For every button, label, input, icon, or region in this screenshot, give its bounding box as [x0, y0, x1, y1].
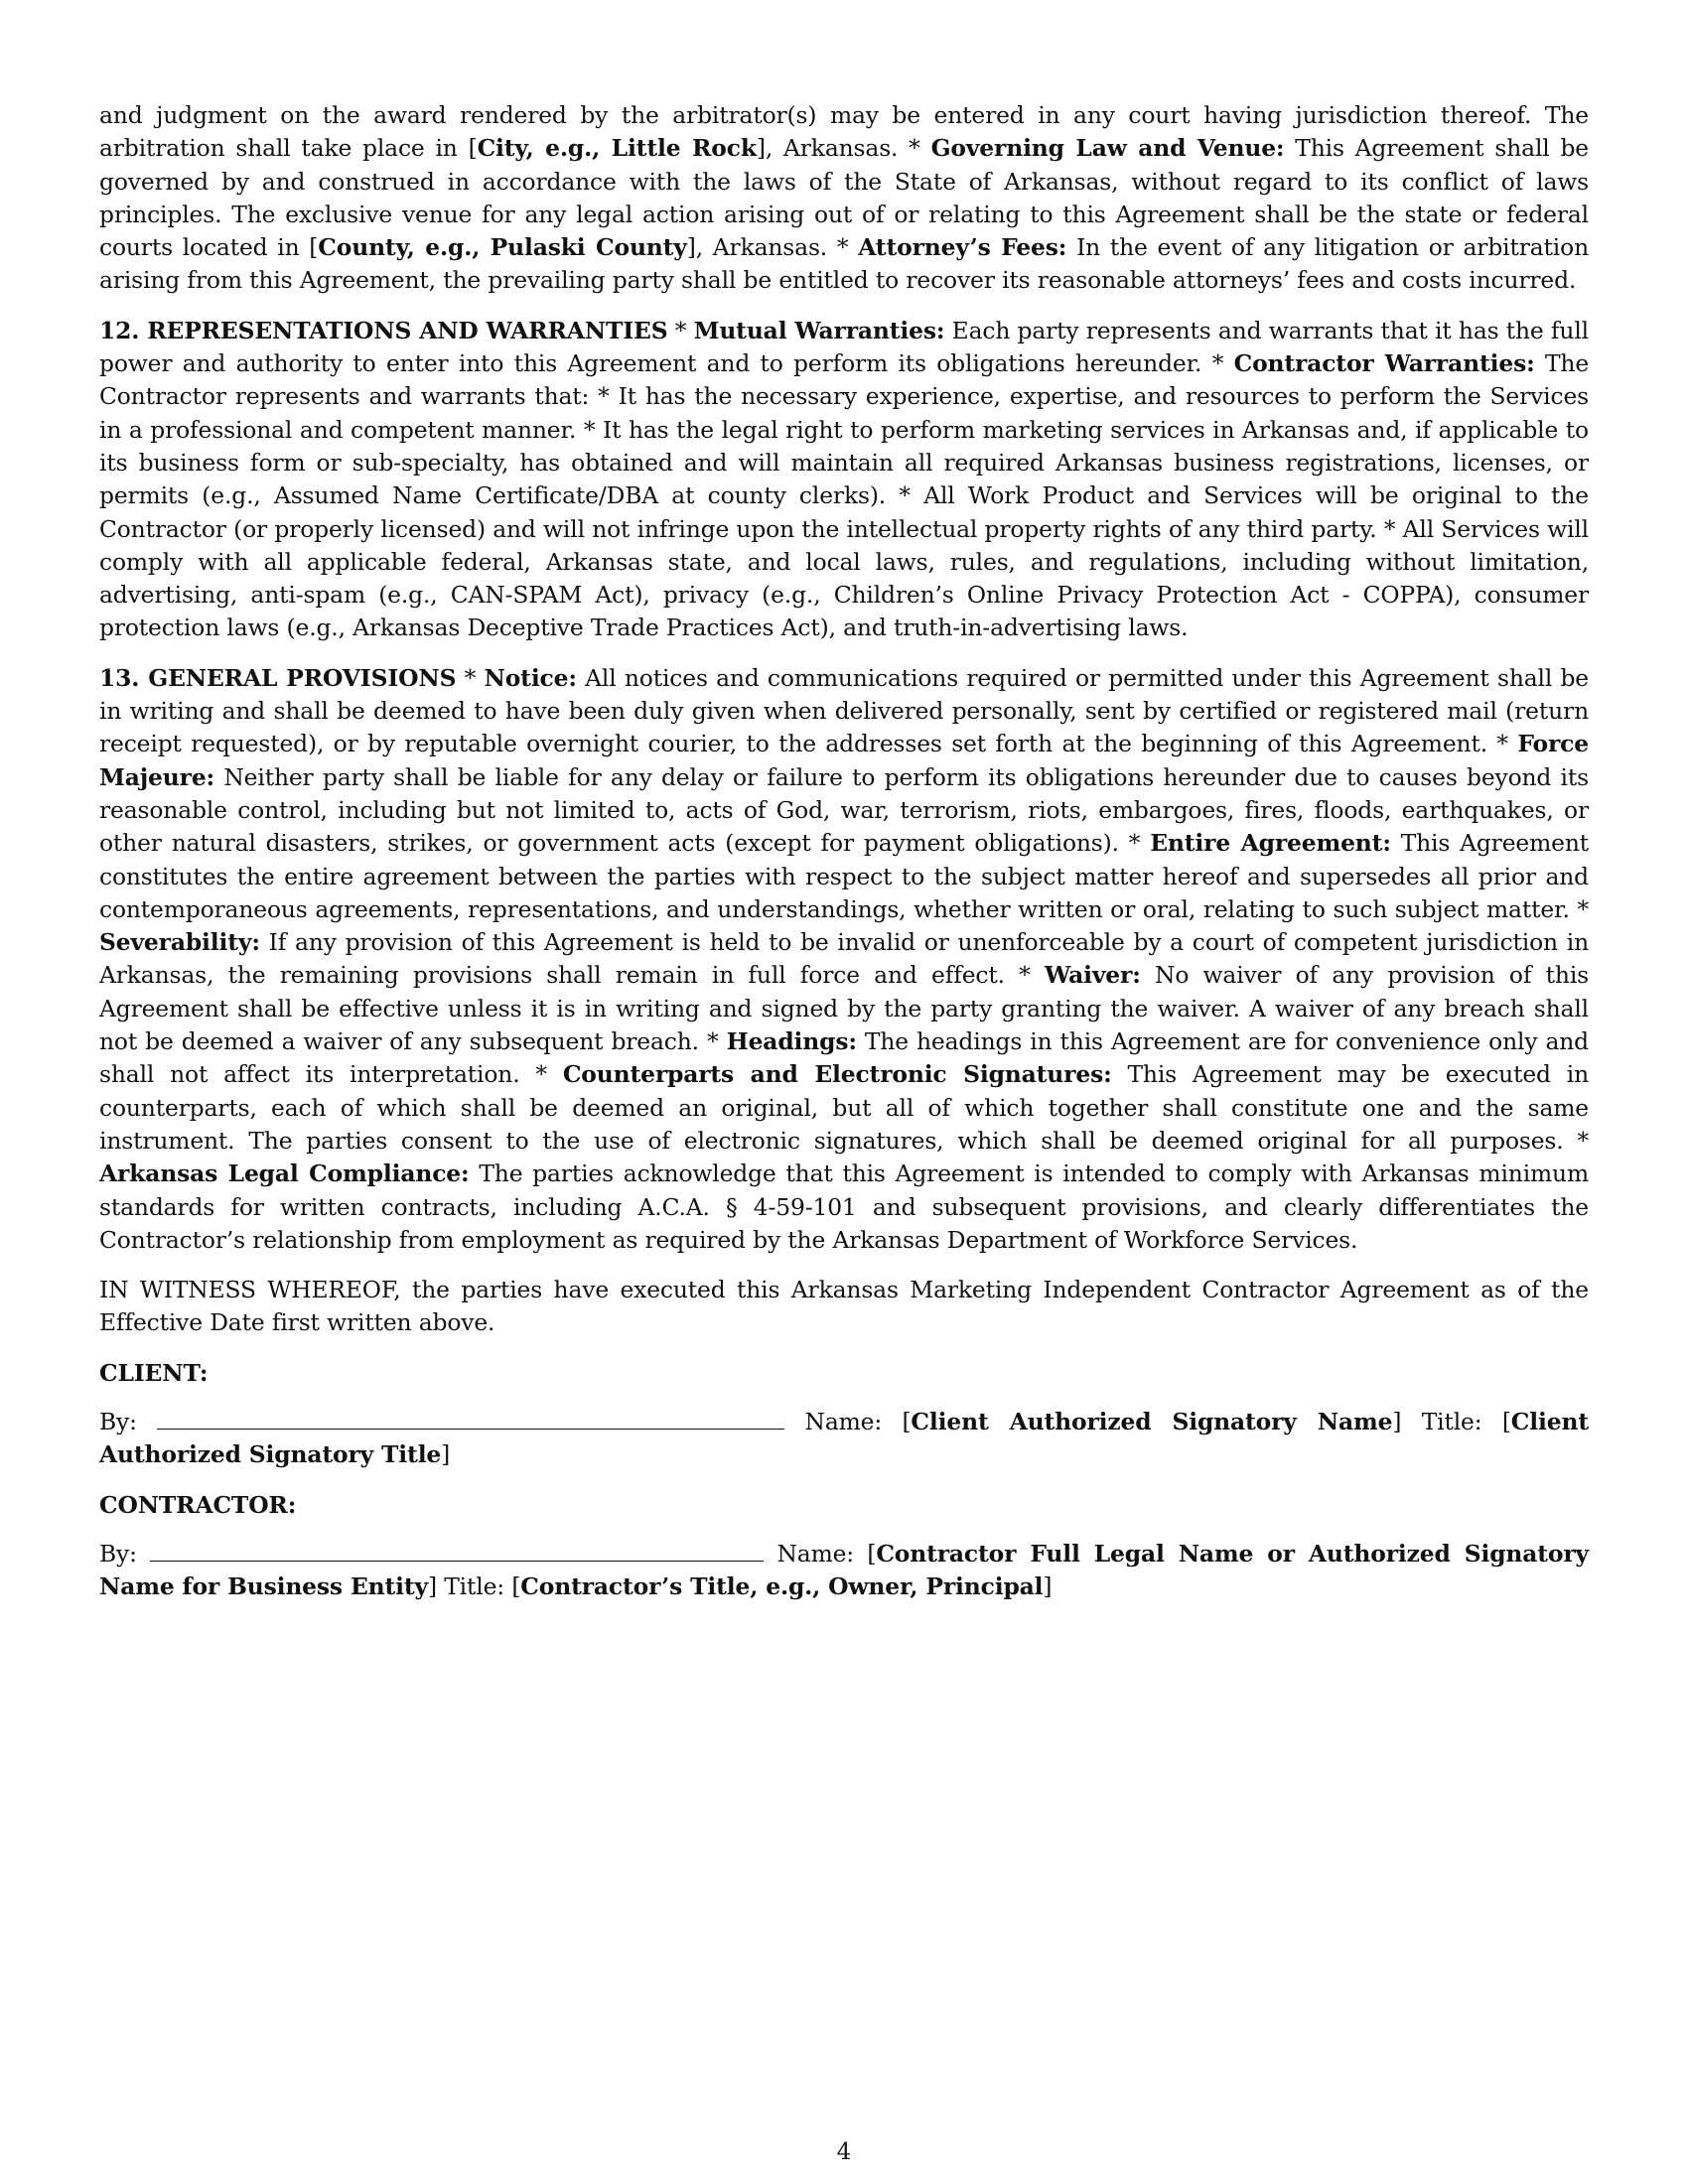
text: * [667, 316, 694, 344]
client-title-placeholder: Client Authorized Signatory Title [99, 1407, 1589, 1469]
text: Each party represents and warrants that it has the full power and authority to enter into this Agreement and to perform its obligations hereunder. * [99, 316, 1589, 378]
term-contractor-warranties: Contractor Warranties: [1233, 349, 1535, 378]
section-13 [99, 662, 1589, 1257]
section-11-continuation [99, 99, 1589, 298]
contractor-title-placeholder: Contractor’s Title, e.g., Owner, Principal [520, 1572, 1044, 1601]
text: Neither party shall be liable for any delay or failure to perform its obligations hereunder due to causes beyond its reasonable control, including but not limited to, acts of God, war, terrorism, riots, embargoes, fires, floods, earthquakes, or other natural disasters, strikes, or government acts (except for payment obligations). * [99, 762, 1589, 858]
text: ], Arkansas. * [686, 233, 859, 262]
placeholder-city: City, e.g., Little Rock [477, 134, 757, 163]
by-label: By: [99, 1407, 137, 1435]
term-arkansas-compliance: Arkansas Legal Compliance: [99, 1160, 470, 1188]
term-governing-law: Governing Law and Venue: [930, 134, 1285, 163]
text: If any provision of this Agreement is held to be invalid or unenforceable by a court of competent jurisdiction in Arkansas, the remaining provisions shall remain in full force and effect. * [99, 928, 1589, 990]
term-attorneys-fees: Attorney’s Fees: [858, 233, 1067, 262]
name-label: Name: [804, 1407, 883, 1435]
term-force-majeure: Force Majeure: [99, 730, 1589, 791]
text: No waiver of any provision of this Agreement shall be effective unless it is in writing and signed by the party granting the waiver. A waiver of any breach shall not be deemed a waiver of any subsequent breach. * [99, 961, 1590, 1056]
witness-clause: IN WITNESS WHEREOF, the parties have executed this Arkansas Marketing Independent Contractor Agreement as of the Effective Date first written above. [99, 1276, 1589, 1337]
page-number: 4 [836, 2139, 852, 2165]
section-heading: 13. GENERAL PROVISIONS [99, 663, 457, 692]
contractor-signature-block: By: Name: [Contractor Full Legal Name or Authorized Signatory Name for Business Entity] Title: [Contractor’s Title, e.g., Owner, Principal] [99, 1537, 1589, 1604]
term-counterparts: Counterparts and Electronic Signatures: [562, 1060, 1112, 1089]
term-severability: Severability: [99, 928, 260, 957]
term-notice: Notice: [484, 663, 577, 692]
client-signature-line[interactable] [157, 1405, 784, 1430]
text: In the event of any litigation or arbitration arising from this Agreement, the prevailing party shall be entitled to recover its reasonable attorneys’ fees and costs incurred. [99, 233, 1589, 295]
text: * [456, 663, 485, 692]
placeholder-county: County, e.g., Pulaski County [318, 233, 687, 262]
text: This Agreement may be executed in counterparts, each of which shall be deemed an original, but all of which together shall constitute one and the same instrument. The parties consent to the use of electronic signatures, which shall be deemed original for all purposes. * [99, 1060, 1589, 1155]
contractor-heading: CONTRACTOR: [99, 1490, 297, 1519]
text: All notices and communications required or permitted under this Agreement shall be in writing and shall be deemed to have been duly given when delivered personally, sent by certified or registered mail (return receipt requested), or by reputable overnight courier, to the addresses set forth at the beginning of this Agreement. * [99, 663, 1590, 758]
text: ], Arkansas. * [756, 134, 931, 163]
client-signature-block: By: Name: [Client Authorized Signatory Name] Title: [Client Authorized Signatory Title] [99, 1405, 1589, 1472]
by-label: By: [99, 1539, 137, 1568]
client-heading: CLIENT: [99, 1358, 209, 1387]
contractor-signature-line[interactable] [150, 1537, 764, 1562]
text: The headings in this Agreement are for convenience only and shall not affect its interpretation. * [99, 1027, 1589, 1089]
contractor-name-placeholder: Contractor Full Legal Name or Authorized Signatory Name for Business Entity [99, 1539, 1589, 1601]
client-name-placeholder: Client Authorized Signatory Name [911, 1407, 1393, 1435]
section-heading: 12. REPRESENTATIONS AND WARRANTIES [99, 316, 668, 344]
name-label: Name: [776, 1539, 855, 1568]
title-label: Title: [444, 1572, 505, 1601]
text: The Contractor represents and warrants that: * It has the necessary experience, expertise, and resources to perform the Services in a professional and competent manner. * It has the legal right to perform marketing services in Arkansas and, if applicable to its business form or sub-specialty, has obtained and will maintain all required Arkansas business registrations, licenses, or permits (e.g., Assumed Name Certificate/DBA at county clerks). * All Work Product and Services will be original to the Contractor (or properly licensed) and will not infringe upon the intellectual property rights of any third party. * All Services will comply with all applicable federal, Arkansas state, and local laws, rules, and regulations, including without limitation, advertising, anti-spam (e.g., CAN-SPAM Act), privacy (e.g., Children’s Online Privacy Protection Act - COPPA), consumer protection laws (e.g., Arkansas Deceptive Trade Practices Act), and truth-in-advertising laws. [99, 349, 1590, 642]
term-mutual-warranties: Mutual Warranties: [693, 316, 945, 344]
section-12 [99, 315, 1589, 645]
document-page [99, 99, 1589, 1620]
title-label: Title: [1421, 1407, 1482, 1435]
text: The parties acknowledge that this Agreement is intended to comply with Arkansas minimum standards for written contracts, including A.C.A. § 4-59-101 and subsequent provisions, and clearly differentiates the Contractor’s relationship from employment as required by the Arkansas Department of Workforce Services. [99, 1160, 1590, 1254]
term-headings: Headings: [726, 1027, 857, 1056]
text: and judgment on the award rendered by the arbitrator(s) may be entered in any court having jurisdiction thereof. The arbitration shall take place in [ [99, 101, 1589, 163]
term-waiver: Waiver: [1045, 961, 1141, 990]
term-entire-agreement: Entire Agreement: [1150, 829, 1391, 858]
text: This Agreement constitutes the entire agreement between the parties with respect to the subject matter hereof and supersedes all prior and contemporaneous agreements, representations, and understandings, whether written or oral, relating to such subject matter. * [99, 829, 1589, 923]
text: This Agreement shall be governed by and construed in accordance with the laws of the State of Arkansas, without regard to its conflict of laws principles. The exclusive venue for any legal action arising out of or relating to this Agreement shall be the state or federal courts located in [ [99, 134, 1589, 262]
